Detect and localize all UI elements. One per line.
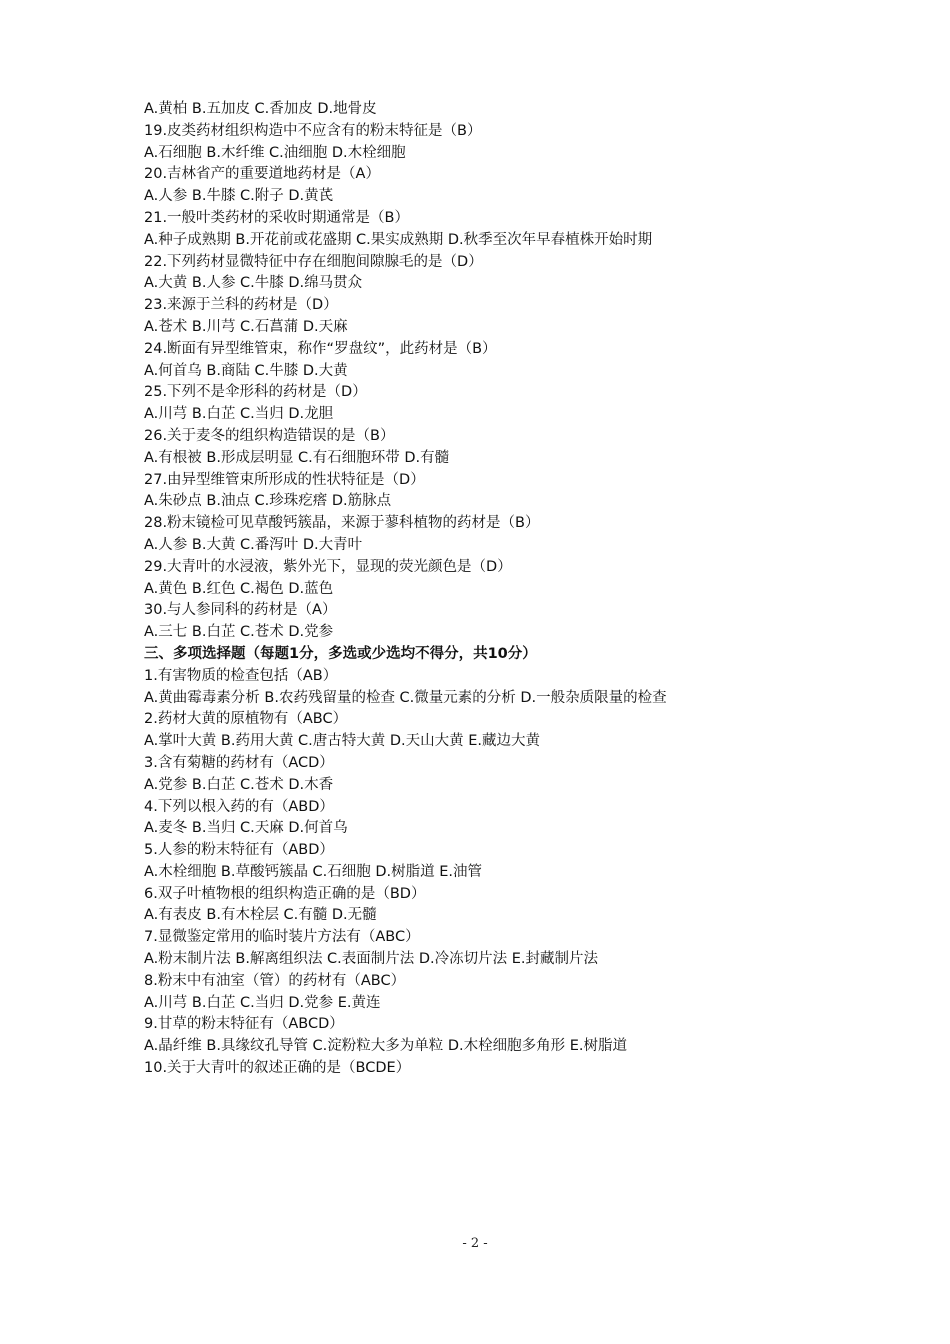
question-30: 30.与人参同科的药材是（A） [144, 602, 337, 619]
question-26: 26.关于麦冬的组织构造错误的是（B） [144, 427, 395, 444]
answer-options: A.朱砂点 B.油点 C.珍珠疙瘩 D.筋脉点 [144, 493, 392, 510]
answer-options: A.有根被 B.形成层明显 C.有石细胞环带 D.有髓 [144, 449, 450, 466]
answer-options: A.种子成熟期 B.开花前或花盛期 C.果实成熟期 D.秋季至次年早春植株开始时期 [144, 231, 653, 248]
answer-options: A.黄曲霉毒素分析 B.农药残留量的检查 C.微量元素的分析 D.一般杂质限量的检查 [144, 689, 667, 706]
answer-options: A.黄柏 B.五加皮 C.香加皮 D.地骨皮 [144, 101, 377, 117]
section-heading: 三、多项选择题（每题1分，多选或少选均不得分，共10分） [144, 645, 537, 662]
answer-options: A.何首乌 B.商陆 C.牛膝 D.大黄 [144, 362, 348, 379]
page-number: - 2 - [462, 1236, 488, 1251]
multi-question-7: 7.显微鉴定常用的临时装片方法有（ABC） [144, 929, 420, 946]
question-29: 29.大青叶的水浸液，紫外光下，显现的荧光颜色是（D） [144, 558, 512, 575]
answer-options: A.三七 B.白芷 C.苍术 D.党参 [144, 624, 334, 641]
question-27: 27.由异型维管束所形成的性状特征是（D） [144, 471, 425, 488]
question-24: 24.断面有异型维管束，称作“罗盘纹”，此药材是（B） [144, 340, 497, 357]
question-22: 22.下列药材显微特征中存在细胞间隙腺毛的是（D） [144, 253, 483, 270]
answer-options: A.苍术 B.川芎 C.石菖蒲 D.天麻 [144, 318, 348, 335]
answer-options: A.掌叶大黄 B.药用大黄 C.唐古特大黄 D.天山大黄 E.藏边大黄 [144, 733, 541, 750]
multi-question-1: 1.有害物质的检查包括（AB） [144, 667, 338, 684]
answer-options: A.有表皮 B.有木栓层 C.有髓 D.无髓 [144, 907, 377, 924]
multi-question-9: 9.甘草的粉末特征有（ABCD） [144, 1016, 344, 1033]
multi-question-5: 5.人参的粉末特征有（ABD） [144, 842, 334, 859]
answer-options: A.石细胞 B.木纤维 C.油细胞 D.木栓细胞 [144, 144, 406, 161]
question-20: 20.吉林省产的重要道地药材是（A） [144, 166, 380, 183]
multi-question-3: 3.含有菊糖的药材有（ACD） [144, 754, 334, 771]
multi-question-6: 6.双子叶植物根的组织构造正确的是（BD） [144, 885, 426, 902]
answer-options: A.党参 B.白芷 C.苍术 D.木香 [144, 776, 334, 793]
answer-options: A.黄色 B.红色 C.褐色 D.蓝色 [144, 580, 334, 597]
question-21: 21.一般叶类药材的采收时期通常是（B） [144, 209, 410, 226]
answer-options: A.川芎 B.白芷 C.当归 D.党参 E.黄连 [144, 994, 381, 1011]
multi-question-10: 10.关于大青叶的叙述正确的是（BCDE） [144, 1060, 411, 1077]
multi-question-2: 2.药材大黄的原植物有（ABC） [144, 711, 348, 728]
answer-options: A.木栓细胞 B.草酸钙簇晶 C.石细胞 D.树脂道 E.油管 [144, 863, 483, 880]
answer-options: A.麦冬 B.当归 C.天麻 D.何首乌 [144, 820, 348, 837]
question-25: 25.下列不是伞形科的药材是（D） [144, 384, 367, 401]
multi-question-4: 4.下列以根入药的有（ABD） [144, 798, 334, 815]
multi-question-8: 8.粉末中有油室（管）的药材有（ABC） [144, 972, 406, 989]
answer-options: A.晶纤维 B.具缘纹孔导管 C.淀粉粒大多为单粒 D.木栓细胞多角形 E.树脂道 [144, 1038, 628, 1055]
answer-options: A.人参 B.大黄 C.番泻叶 D.大青叶 [144, 536, 363, 553]
question-19: 19.皮类药材组织构造中不应含有的粉末特征是（B） [144, 122, 482, 139]
answer-options: A.大黄 B.人参 C.牛膝 D.绵马贯众 [144, 275, 363, 292]
exam-content [144, 99, 904, 1080]
answer-options: A.人参 B.牛膝 C.附子 D.黄芪 [144, 188, 334, 205]
question-23: 23.来源于兰科的药材是（D） [144, 297, 338, 314]
question-28: 28.粉末镜检可见草酸钙簇晶，来源于蓼科植物的药材是（B） [144, 515, 540, 532]
answer-options: A.川芎 B.白芷 C.当归 D.龙胆 [144, 406, 334, 423]
answer-options: A.粉末制片法 B.解离组织法 C.表面制片法 D.冷冻切片法 E.封藏制片法 [144, 951, 599, 968]
